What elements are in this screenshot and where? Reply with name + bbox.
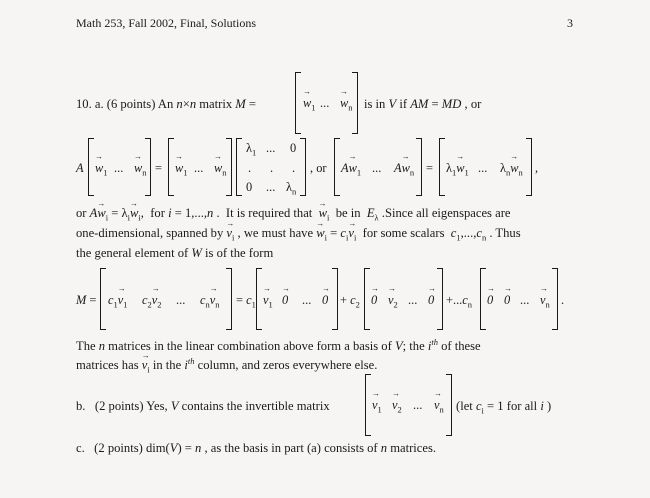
- matrix-entry: $c_n\to v_n$: [200, 293, 220, 309]
- matrix-entry: → $v_1$: [263, 293, 273, 309]
- matrix-entry: → $v_n$: [434, 398, 444, 414]
- matrix-entry: .: [248, 161, 252, 175]
- matrix-entry: → $w_n$: [214, 161, 227, 177]
- part-a-line3: or $A\to w_i = \lambda_i\to w_i$, for i = 1,...,n . It is required that → $w_i$ be in $E_\lambda$ .Since all eigenspaces are: [76, 205, 510, 226]
- matrix-entry: $\lambda_1\to w_1$: [446, 161, 469, 177]
- matrix-dots: ...: [408, 293, 418, 307]
- matrix-bracket-left: [100, 268, 106, 330]
- or-text: , or: [310, 161, 327, 175]
- matrix-bracket-left: [256, 268, 262, 330]
- matrix-entry: $\lambda_n\to w_n$: [500, 161, 523, 177]
- matrix-entry: $c_1\to v_1$: [108, 293, 128, 309]
- matrix-dots: ...: [176, 293, 186, 307]
- matrix-bracket-right: [352, 72, 358, 134]
- matrix-entry: → $w_1$: [303, 96, 316, 112]
- matrix-bracket-right: [416, 138, 422, 196]
- matrix-bracket-left: [236, 138, 242, 196]
- matrix-entry: → $w_n$: [340, 96, 353, 112]
- part-a-closing1: The n matrices in the linear combination above form a basis of V; the $i^{th}$ of these: [76, 337, 481, 354]
- punctuation: ,: [535, 161, 539, 175]
- matrix-entry: → $w_1$: [95, 161, 108, 177]
- plus-term: + $c_2$: [340, 293, 360, 310]
- matrix-entry: → $v_n$: [540, 293, 550, 309]
- matrix-bracket-right: [145, 138, 151, 196]
- matrix-entry: → 0: [282, 293, 288, 308]
- matrix-entry: → $w_n$: [134, 161, 147, 177]
- matrix-entry: $\lambda_1$: [246, 141, 257, 158]
- matrix-dots: ...: [413, 398, 423, 412]
- matrix-dots: ...: [520, 293, 530, 307]
- equals: =: [426, 161, 433, 175]
- matrix-bracket-right: [226, 138, 232, 196]
- matrix-dots: ...: [266, 141, 276, 155]
- matrix-entry: $\lambda_n$: [286, 180, 297, 197]
- matrix-bracket-right: [526, 138, 532, 196]
- part-a-closing2: matrices has → $v_i$ in the $i^{th}$ column, and zeros everywhere else.: [76, 353, 377, 378]
- matrix-entry: → $w_1$: [175, 161, 188, 177]
- part-a-line1-suffix: is in V if AM = MD , or: [364, 97, 482, 111]
- part-b-prefix: b. (2 points) Yes, V contains the invertible matrix: [76, 399, 330, 413]
- matrix-bracket-left: [365, 374, 371, 436]
- matrix-bracket-left: [439, 138, 445, 196]
- matrix-bracket-right: [446, 374, 452, 436]
- matrix-entry: $A\to w_1$: [341, 161, 361, 177]
- page-number: 3: [567, 16, 573, 30]
- matrix-entry: → $v_1$: [372, 398, 382, 414]
- matrix-entry: → $v_2$: [388, 293, 398, 309]
- matrix-dots: ...: [266, 180, 276, 194]
- part-b-suffix: (let $c_i = 1$ for all i ): [456, 399, 552, 416]
- matrix-dots: ...: [372, 161, 382, 175]
- matrix-dots: ...: [302, 293, 312, 307]
- header-course: Math 253, Fall 2002, Final, Solutions: [76, 16, 257, 30]
- equals: = $c_1$: [236, 293, 256, 310]
- matrix-A: A: [76, 161, 84, 175]
- matrix-bracket-right: [332, 268, 338, 330]
- part-a-line1-prefix: 10. a. (6 points) An n×n matrix M =: [76, 97, 257, 111]
- matrix-dots: ...: [194, 161, 204, 175]
- punctuation: .: [561, 293, 565, 307]
- part-a-line5: the general element of W is of the form: [76, 246, 274, 260]
- part-c-text: c. (2 points) dim(V) = n , as the basis in part (a) consists of n matrices.: [76, 441, 437, 455]
- matrix-bracket-right: [226, 268, 232, 330]
- matrix-entry: $A\to w_n$: [394, 161, 414, 177]
- matrix-entry: 0: [290, 141, 297, 155]
- matrix-bracket-right: [437, 268, 443, 330]
- equals: =: [155, 161, 162, 175]
- matrix-bracket-left: [168, 138, 174, 196]
- matrix-bracket-right: [552, 268, 558, 330]
- matrix-M-equals: M =: [76, 293, 97, 307]
- matrix-bracket-right: [300, 138, 306, 196]
- matrix-dots: ...: [114, 161, 124, 175]
- matrix-entry: $c_2\to v_2$: [142, 293, 162, 309]
- matrix-entry: → $v_2$: [392, 398, 402, 414]
- matrix-bracket-left: [334, 138, 340, 196]
- matrix-entry: → 0: [487, 293, 493, 308]
- matrix-bracket-left: [295, 72, 301, 134]
- matrix-dots: ...: [478, 161, 488, 175]
- matrix-entry: .: [292, 161, 296, 175]
- matrix-entry: 0: [246, 180, 253, 194]
- plus-term: $+...c_n$: [446, 293, 473, 310]
- matrix-bracket-left: [88, 138, 94, 196]
- matrix-bracket-left: [480, 268, 486, 330]
- matrix-entry: → 0: [504, 293, 510, 308]
- part-a-line4: one-dimensional, spanned by → $v_i$ , we must have → $w_i = c_i\to v_i$ for some scalars $c_1,...,c_n$ . Thus: [76, 225, 521, 246]
- matrix-dots: ...: [320, 96, 330, 110]
- matrix-entry: → 0: [371, 293, 377, 308]
- matrix-entry: .: [270, 161, 274, 175]
- matrix-entry: → 0: [428, 293, 434, 308]
- matrix-entry: → 0: [322, 293, 328, 308]
- matrix-bracket-left: [364, 268, 370, 330]
